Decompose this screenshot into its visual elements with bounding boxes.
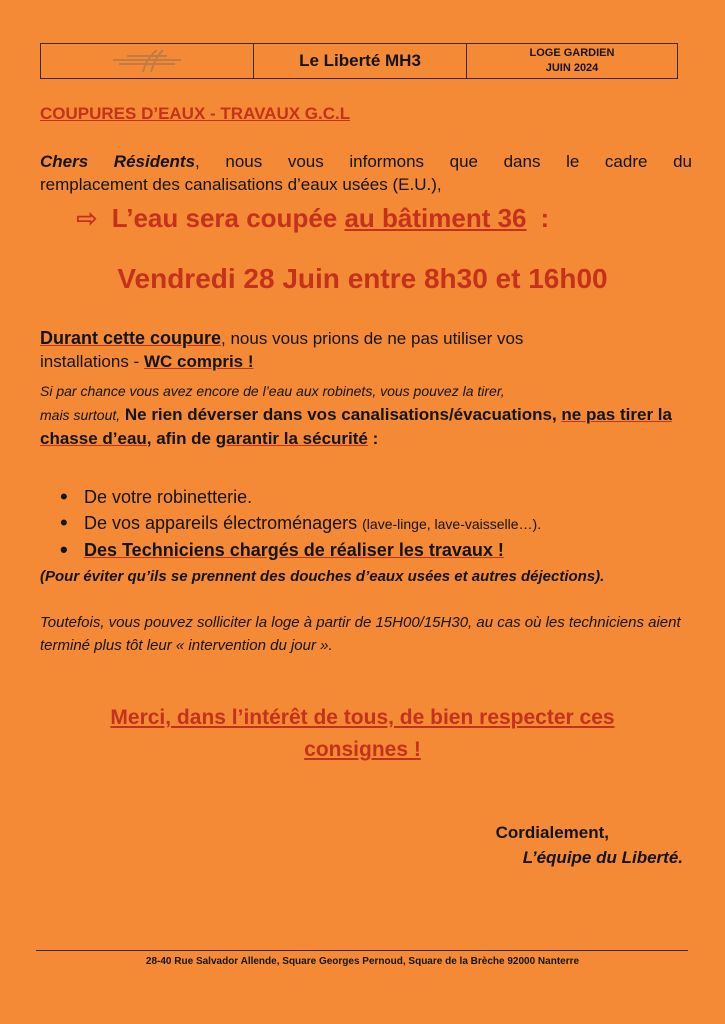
list-item-text: De votre robinetterie. <box>84 487 253 507</box>
cut-colon: : <box>540 203 550 233</box>
safety-bold-2: , afin de <box>146 429 216 448</box>
logo-cell <box>41 44 254 78</box>
page-title: COUPURES D’EAUX - TRAVAUX G.C.L <box>40 104 351 123</box>
wc-warning: WC compris ! <box>143 352 254 371</box>
logo-icon <box>109 46 185 76</box>
instructions-paragraph <box>40 327 692 373</box>
loge-label: LOGE GARDIEN <box>529 47 615 59</box>
signature-team: L’équipe du Liberté. <box>522 848 683 867</box>
thanks-line-2: consignes ! <box>304 738 421 761</box>
intro-lead: Chers Résidents <box>40 152 196 171</box>
list-item-text: Des Techniciens chargés de réaliser les travaux ! <box>84 540 504 560</box>
safety-list <box>58 484 698 563</box>
residence-title: Le Liberté MH3 <box>254 44 467 78</box>
list-item-text: De vos appareils électroménagers <box>84 513 363 533</box>
loge-date: JUIN 2024 <box>545 62 599 74</box>
intro-paragraph <box>40 150 692 196</box>
list-item <box>58 484 698 510</box>
thanks-line-1: Merci, dans l’intérêt de tous, de bien respecter ces <box>110 706 615 729</box>
during-cut-label: Durant cette coupure <box>40 328 222 348</box>
safety-italic-2: mais surtout, <box>40 407 121 423</box>
cut-date: Vendredi 28 Juin entre 8h30 et 16h00 <box>117 263 608 294</box>
header-table <box>40 43 678 79</box>
cut-prefix: L’eau sera coupée <box>111 203 345 233</box>
intro-text-2: remplacement des canalisations d’eaux usées (E.U.), <box>40 175 442 194</box>
arrow-right-icon: ⇨ <box>76 203 98 233</box>
safety-guarantee: garantir la sécurité <box>215 429 368 448</box>
cut-building: au bâtiment 36 <box>344 203 527 233</box>
footer-address: 28-40 Rue Salvador Allende, Square Georges Pernoud, Square de la Brèche 92000 Nanterre <box>145 956 580 967</box>
safety-paragraph <box>40 379 692 450</box>
list-item-detail: (lave-linge, lave-vaisselle…). <box>362 516 542 532</box>
instructions-text-1: , nous vous prions de ne pas utiliser vos <box>221 329 524 348</box>
list-item <box>58 537 698 563</box>
safety-flush-warning: ne pas tirer la chasse d’eau <box>40 405 672 448</box>
list-item <box>58 510 698 537</box>
instructions-text-2: installations - <box>40 352 144 371</box>
water-cut-announcement <box>76 203 676 234</box>
thanks-message <box>0 702 725 766</box>
loge-info <box>467 44 677 78</box>
list-note: (Pour éviter qu’ils se prennent des douches d’eaux usées et autres déjections). <box>40 568 605 585</box>
safety-italic-1: Si par chance vous avez encore de l’eau aux robinets, vous pouvez la tirer, <box>40 383 505 399</box>
safety-end: : <box>367 429 379 448</box>
intro-text-1: , nous vous informons que dans le cadre du <box>195 152 692 171</box>
footer-divider <box>36 950 688 951</box>
signature-greeting: Cordialement, <box>495 823 609 842</box>
safety-bold-1: Ne rien déverser dans vos canalisations/évacuations, <box>120 405 562 424</box>
loge-contact-paragraph: Toutefois, vous pouvez solliciter la loge à partir de 15H00/15H30, au cas où les techniciens aient terminé plus tôt leur « intervention du jour ». <box>40 614 681 654</box>
